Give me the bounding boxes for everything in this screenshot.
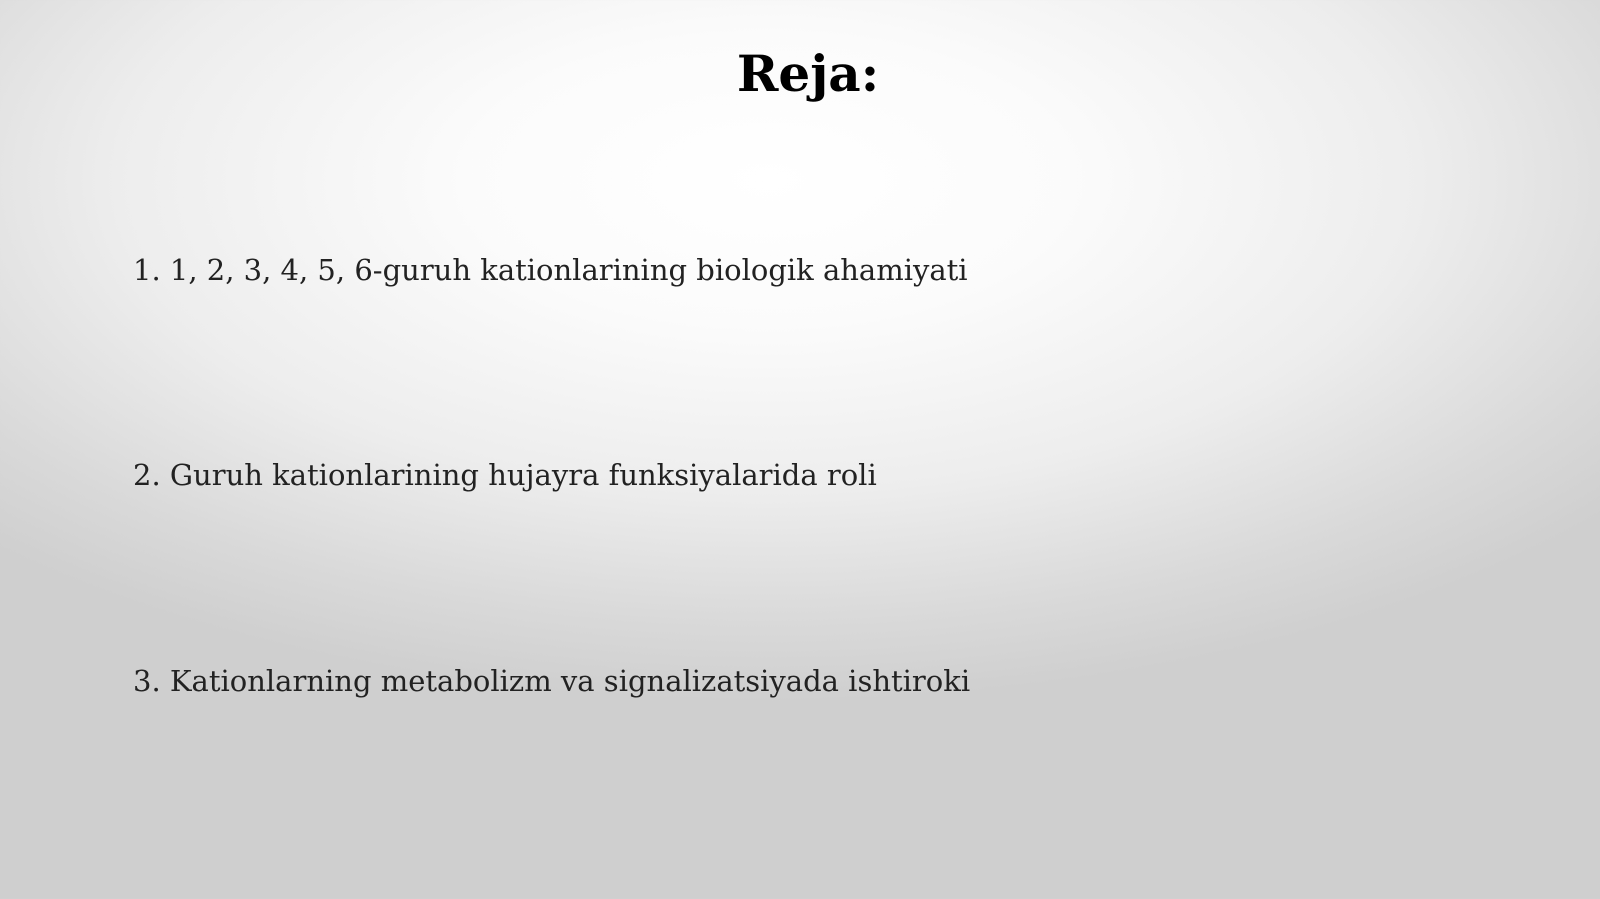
- plan-item-2: 2. Guruh kationlarining hujayra funksiyalarida roli: [133, 458, 877, 492]
- plan-item-3: 3. Kationlarning metabolizm va signalizatsiyada ishtiroki: [133, 664, 971, 698]
- slide-title: Reja:: [736, 44, 880, 103]
- plan-item-1: 1. 1, 2, 3, 4, 5, 6-guruh kationlarining biologik ahamiyati: [133, 253, 968, 287]
